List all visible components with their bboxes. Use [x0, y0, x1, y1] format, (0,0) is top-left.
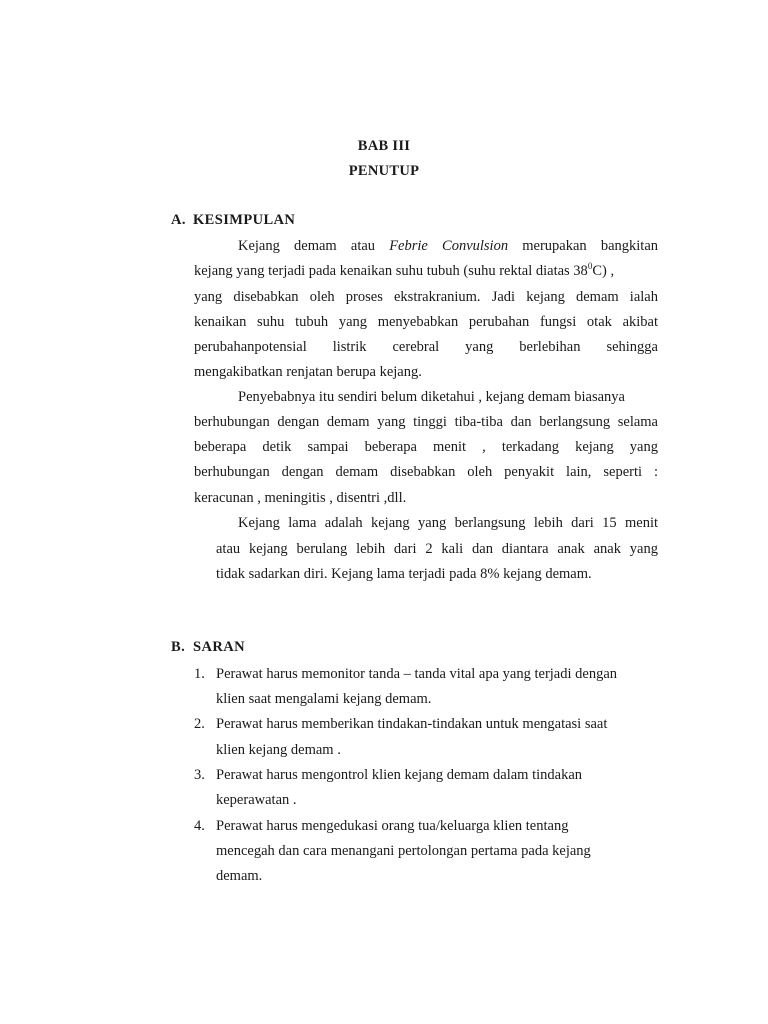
paragraph-3-line-2: atau kejang berulang lebih dari 2 kali dan diantara anak anak yang [216, 541, 658, 557]
section-b-title: SARAN [193, 639, 245, 655]
list-item-number: 1. [194, 666, 205, 682]
list-item-text: klien kejang demam . [216, 742, 341, 758]
chapter-title: BAB III [357, 138, 411, 154]
paragraph-1-line-5: perubahanpotensial listrik cerebral yang berlebihan sehingga [194, 339, 658, 355]
list-item-text: klien saat mengalami kejang demam. [216, 691, 432, 707]
paragraph-3-line-1: Kejang lama adalah kejang yang berlangsung lebih dari 15 menit [238, 515, 658, 531]
paragraph-2-line-2: berhubungan dengan demam yang tinggi tiba-tiba dan berlangsung selama [194, 414, 658, 430]
list-item-text: Perawat harus mengedukasi orang tua/keluarga klien tentang [216, 818, 569, 834]
paragraph-1-line-6: mengakibatkan renjatan berupa kejang. [194, 364, 422, 380]
list-item-text: Perawat harus memonitor tanda – tanda vital apa yang terjadi dengan [216, 666, 618, 682]
list-item-number: 2. [194, 716, 205, 732]
list-item-text: Perawat harus memberikan tindakan-tindakan untuk mengatasi saat [216, 716, 608, 732]
paragraph-3-line-3: tidak sadarkan diri. Kejang lama terjadi pada 8% kejang demam. [216, 566, 592, 582]
paragraph-1-line-2: kejang yang terjadi pada kenaikan suhu tubuh (suhu rektal diatas $38^0C$) , [194, 261, 615, 279]
section-a-letter: A. [171, 212, 186, 228]
paragraph-2-line-1: Penyebabnya itu sendiri belum diketahui , kejang demam biasanya [238, 389, 625, 405]
section-a-title: KESIMPULAN [193, 212, 296, 228]
list-item-number: 3. [194, 767, 205, 783]
paragraph-1-line-3: yang disebabkan oleh proses ekstrakranium. Jadi kejang demam ialah [194, 289, 658, 305]
paragraph-2-line-5: keracunan , meningitis , disentri ,dll. [194, 490, 407, 506]
paragraph-2-line-4: berhubungan dengan demam disebabkan oleh penyakit lain, seperti : [194, 464, 658, 480]
list-item-text: keperawatan . [216, 792, 297, 808]
list-item-text: Perawat harus mengontrol klien kejang demam dalam tindakan [216, 767, 583, 783]
section-a-heading [171, 212, 295, 229]
section-b-letter: B. [171, 639, 186, 655]
paragraph-1-line-1: Kejang demam atau Febrie Convulsion merupakan bangkitan [238, 238, 659, 254]
list-item-text: mencegah dan cara menangani pertolongan pertama pada kejang [216, 843, 591, 859]
paragraph-1-line-4: kenaikan suhu tubuh yang menyebabkan perubahan fungsi otak akibat [194, 314, 658, 330]
list-item-text: demam. [216, 868, 263, 884]
list-item-number: 4. [194, 818, 205, 834]
paragraph-2-line-3: beberapa detik sampai beberapa menit , terkadang kejang yang [194, 439, 658, 455]
chapter-subtitle: PENUTUP [348, 163, 420, 179]
section-b-heading [171, 639, 245, 656]
